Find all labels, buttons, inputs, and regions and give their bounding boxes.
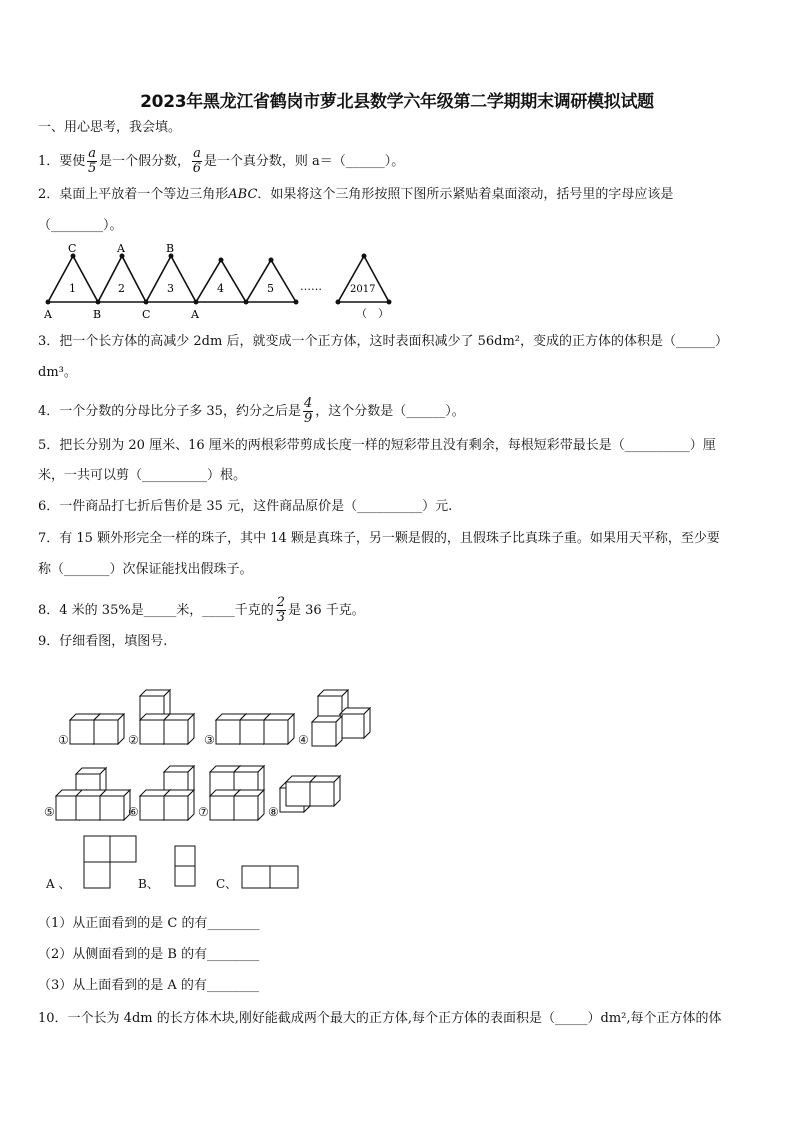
vertex-label: B [93, 308, 102, 321]
view-label: A 、 [46, 877, 71, 891]
question-2-answer: （________）。 [38, 218, 123, 233]
view-figures [44, 834, 314, 894]
triangle-number-2017: 2017 [350, 284, 376, 295]
figure-label: ⑧ [268, 805, 279, 819]
figure-6 [140, 766, 194, 820]
figure-label: ⑤ [44, 805, 55, 819]
question-9-sub-3: （3）从上面看到的是 A 的有________ [38, 978, 259, 993]
question-5: 5．把长分别为 20 厘米、16 厘米的两根彩带剪成长度一样的短彩带且没有剩余，每根短彩带最长是（__________）厘 [38, 438, 716, 453]
triangle-number: 5 [267, 282, 274, 295]
question-6: 6．一件商品打七折后售价是 35 元，这件商品原价是（__________）元. [38, 499, 453, 514]
vertex-label: B [166, 242, 175, 255]
fraction-a-over-6: $\frac{a}{6}$ [192, 146, 202, 176]
figure-label: ⑥ [128, 805, 139, 819]
vertex-label: A [117, 242, 125, 255]
question-4: 4．一个分数的分母比分子多 35，约分之后是 $\frac{4}{9}$ ，这个分数是（______）。 [38, 396, 465, 426]
cube-figures [40, 686, 400, 826]
figure-label: ④ [298, 733, 309, 747]
page-title: 2023年黑龙江省鹤岗市萝北县数学六年级第二学期期末调研模拟试题 [140, 92, 654, 112]
question-2: 2．桌面上平放着一个等边三角形ABC．如果将这个三角形按照下图所示紧贴着桌面滚动，括号里的字母应该是 [38, 187, 674, 202]
triangle-number: 1 [69, 282, 76, 295]
figure-3 [216, 714, 294, 744]
question-1: 1．要使 $\frac{a}{5}$ 是一个假分数， $\frac{a}{6}$ 是一个真分数，则 a＝（______）。 [38, 146, 405, 176]
question-9-sub-1: （1）从正面看到的是 C 的有________ [38, 916, 260, 931]
question-8: 8．4 米的 35%是_____米，_____千克的 $\frac{2}{3}$ 是 36 千克。 [38, 595, 365, 625]
figure-5 [56, 768, 130, 820]
figure-8 [280, 776, 340, 812]
figure-1 [70, 714, 124, 744]
question-9-sub-2: （2）从侧面看到的是 B 的有________ [38, 947, 260, 962]
question-5-cont: 米，一共可以剪（__________）根。 [38, 468, 247, 483]
figure-label: ① [58, 733, 69, 747]
view-label: C、 [216, 877, 238, 891]
vertex-label: C [68, 242, 77, 255]
ellipsis: …… [300, 280, 322, 293]
rolling-triangle-figure [38, 244, 418, 322]
vertex-label: A [191, 308, 199, 321]
section-heading: 一、用心思考，我会填。 [38, 120, 182, 135]
vertex-label: C [142, 308, 151, 321]
answer-paren: （ ） [356, 307, 389, 320]
question-7: 7．有 15 颗外形完全一样的珠子，其中 14 颗是真珠子，另一颗是假的，且假珠子比真珠子重。如果用天平称，至少要 [38, 531, 720, 546]
figure-label: ⑦ [198, 805, 209, 819]
question-7-cont: 称（_______）次保证能找出假珠子。 [38, 562, 253, 577]
figure-2 [140, 690, 194, 744]
fraction-4-over-9: $\frac{4}{9}$ [303, 396, 313, 426]
question-10: 10．一个长为 4dm 的长方体木块,刚好能截成两个最大的正方体,每个正方体的表面积是（_____）dm²,每个正方体的体 [38, 1011, 722, 1026]
triangle-number: 4 [217, 282, 224, 295]
figure-label: ② [128, 733, 139, 747]
figure-7 [210, 766, 264, 820]
triangle-number: 3 [167, 282, 174, 295]
vertex-label: A [44, 308, 52, 321]
question-9: 9．仔细看图，填图号. [38, 634, 168, 649]
fraction-2-over-3: $\frac{2}{3}$ [276, 595, 285, 625]
question-3-cont: dm³。 [38, 365, 77, 380]
figure-label: ③ [204, 733, 215, 747]
view-label: B、 [138, 877, 159, 891]
figure-4 [312, 690, 370, 746]
question-3: 3．把一个长方体的高减少 2dm 后，就变成一个正方体，这时表面积减少了 56dm²，变成的正方体的体积是（______） [38, 334, 728, 349]
fraction-a-over-5: $\frac{a}{5}$ [88, 146, 97, 176]
triangle-number: 2 [118, 282, 125, 295]
